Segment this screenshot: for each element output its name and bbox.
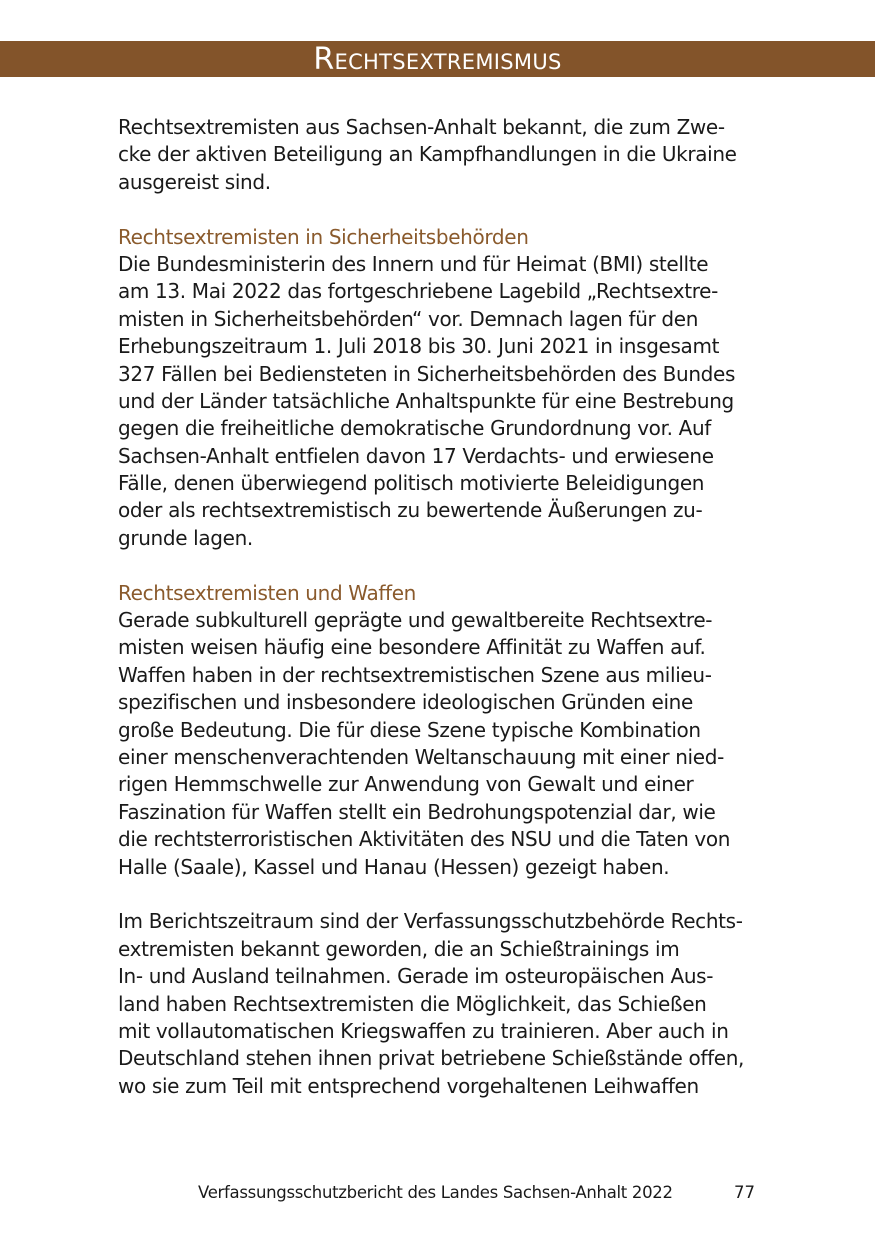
text-line: mit vollautomatischen Kriegswaffen zu trainieren. Aber auch in bbox=[118, 1018, 729, 1043]
text-line: rigen Hemmschwelle zur Anwendung von Gewalt und einer bbox=[118, 772, 694, 797]
text-line: spezifischen und insbesondere ideologischen Gründen eine bbox=[118, 690, 693, 715]
section-heading: Rechtsextremisten in Sicherheitsbehörden bbox=[118, 224, 529, 249]
section-block bbox=[118, 580, 758, 881]
text-line: gegen die freiheitliche demokratische Grundordnung vor. Auf bbox=[118, 416, 711, 441]
text-line: Im Berichtszeitraum sind der Verfassungsschutzbehörde Rechts- bbox=[118, 909, 743, 934]
paragraph-gap bbox=[118, 552, 758, 579]
page-footer bbox=[0, 1181, 875, 1205]
text-line: land haben Rechtsextremisten die Möglichkeit, das Schießen bbox=[118, 991, 707, 1016]
chapter-title: Rechtsextremismus bbox=[313, 42, 562, 77]
paragraph-gap bbox=[118, 196, 758, 223]
text-line: ausgereist sind. bbox=[118, 169, 271, 194]
text-line: Rechtsextremisten aus Sachsen-Anhalt bekannt, die zum Zwe- bbox=[118, 115, 725, 139]
text-line: Fälle, denen überwiegend politisch motivierte Beleidigungen bbox=[118, 471, 705, 496]
paragraph-block bbox=[118, 908, 758, 1100]
text-line: Sachsen-Anhalt entfielen davon 17 Verdachts- und erwiesene bbox=[118, 443, 714, 468]
text-line: extremisten bekannt geworden, die an Schießtrainings im bbox=[118, 936, 680, 961]
section-block bbox=[118, 224, 758, 553]
section-heading: Rechtsextremisten und Waffen bbox=[118, 580, 417, 605]
text-line: Waffen haben in der rechtsextremistischen Szene aus milieu- bbox=[118, 662, 712, 687]
text-line: grunde lagen. bbox=[118, 525, 253, 550]
text-line: die rechtsterroristischen Aktivitäten des NSU und die Taten von bbox=[118, 827, 731, 852]
text-line: Die Bundesministerin des Innern und für Heimat (BMI) stellte bbox=[118, 251, 709, 276]
text-line: Halle (Saale), Kassel und Hanau (Hessen) gezeigt haben. bbox=[118, 854, 670, 879]
paragraph-gap bbox=[118, 881, 758, 908]
text-line: misten weisen häufig eine besondere Affinität zu Waffen auf. bbox=[118, 635, 706, 660]
paragraph-block bbox=[118, 114, 758, 196]
text-line: und der Länder tatsächliche Anhaltspunkte für eine Bestrebung bbox=[118, 388, 734, 413]
text-line: am 13. Mai 2022 das fortgeschriebene Lagebild „Rechtsextre- bbox=[118, 279, 718, 304]
text-line: 327 Fällen bei Bediensteten in Sicherheitsbehörden des Bundes bbox=[118, 361, 736, 386]
text-line: große Bedeutung. Die für diese Szene typische Kombination bbox=[118, 717, 701, 742]
text-line: wo sie zum Teil mit entsprechend vorgehaltenen Leihwaffen bbox=[118, 1073, 699, 1098]
text-line: misten in Sicherheitsbehörden“ vor. Demnach lagen für den bbox=[118, 306, 699, 331]
page-number: 77 bbox=[734, 1183, 755, 1202]
footer-publication-title: Verfassungsschutzbericht des Landes Sachsen-Anhalt 2022 bbox=[198, 1183, 673, 1202]
text-line: Faszination für Waffen stellt ein Bedrohungspotenzial dar, wie bbox=[118, 799, 716, 824]
text-line: In- und Ausland teilnahmen. Gerade im osteuropäischen Aus- bbox=[118, 964, 714, 989]
text-line: cke der aktiven Beteiligung an Kampfhandlungen in die Ukraine bbox=[118, 142, 737, 167]
text-line: oder als rechtsextremistisch zu bewertende Äußerungen zu- bbox=[118, 498, 703, 523]
text-line: Gerade subkulturell geprägte und gewaltbereite Rechtsextre- bbox=[118, 608, 713, 633]
text-line: Erhebungszeitraum 1. Juli 2018 bis 30. Juni 2021 in insgesamt bbox=[118, 334, 720, 359]
body-content bbox=[118, 114, 758, 1100]
chapter-header-bar bbox=[0, 41, 875, 77]
text-line: einer menschenverachtenden Weltanschauung mit einer nied- bbox=[118, 744, 724, 769]
text-line: Deutschland stehen ihnen privat betriebene Schießstände offen, bbox=[118, 1046, 745, 1071]
